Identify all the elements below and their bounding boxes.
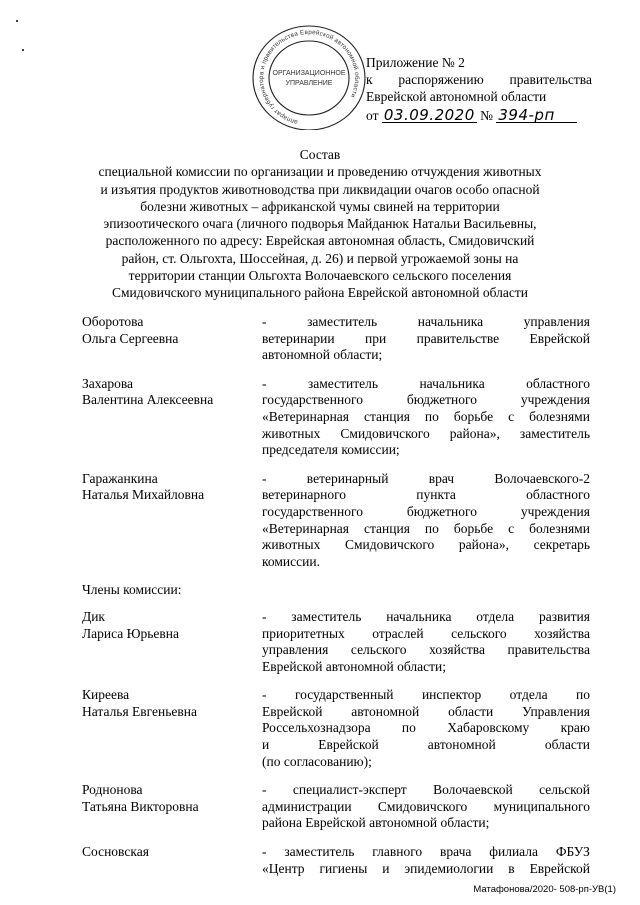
member-row bbox=[82, 314, 588, 364]
role-line: Россельхознадзора по Хабаровскому краю bbox=[262, 720, 590, 736]
member-name bbox=[82, 471, 258, 571]
appendix-line: к распоряжению правительства bbox=[366, 72, 592, 87]
role-line: «Ветеринарная станция по борьбе с болезнями bbox=[262, 520, 590, 536]
member-row bbox=[82, 782, 588, 832]
member-name bbox=[82, 376, 258, 459]
member-given: Татьяна Викторовна bbox=[82, 798, 199, 814]
role-line: - заместитель главного врача филиала ФБУЗ bbox=[262, 844, 590, 860]
role-line: председателя комиссии; bbox=[262, 442, 400, 458]
role-line: «Центр гигиены и эпидемиологии в Еврейской bbox=[262, 860, 590, 876]
member-surname: Гаражанкина bbox=[82, 470, 158, 486]
member-surname: Сосновская bbox=[82, 844, 149, 860]
members-list bbox=[82, 609, 588, 877]
member-name bbox=[82, 687, 258, 770]
member-row bbox=[82, 844, 588, 877]
appendix-header bbox=[366, 54, 592, 124]
member-name bbox=[82, 844, 258, 877]
member-role bbox=[262, 471, 590, 571]
role-line: комиссии. bbox=[262, 553, 320, 569]
role-line: - заместитель начальника областного bbox=[262, 375, 590, 391]
member-role bbox=[262, 782, 590, 832]
member-surname: Киреева bbox=[82, 687, 130, 703]
member-row bbox=[82, 376, 588, 459]
member-surname: Дик bbox=[82, 608, 105, 624]
member-row bbox=[82, 609, 588, 675]
scan-speck bbox=[22, 49, 24, 51]
role-line: администрации Смидовичского муниципального bbox=[262, 798, 590, 814]
member-surname: Роднонова bbox=[82, 782, 143, 798]
role-line: - специалист-эксперт Волочаевской сельской bbox=[262, 782, 590, 798]
role-line: - заместитель начальника управления bbox=[262, 314, 590, 329]
role-line: автономной области; bbox=[262, 347, 383, 363]
role-line: приоритетных отраслей сельского хозяйства bbox=[262, 625, 590, 641]
member-row bbox=[82, 471, 588, 571]
svg-text:ОРГАНИЗАЦИОННОЕ: ОРГАНИЗАЦИОННОЕ bbox=[272, 70, 346, 77]
member-given: Валентина Алексеевна bbox=[82, 392, 214, 408]
footer-reference: Матафонова/2020- 508-рп-УВ(1) bbox=[473, 884, 616, 895]
member-surname: Захарова bbox=[82, 375, 134, 391]
document-title: Состав специальной комиссии по организации и проведению отчуждения животных и изъятия продуктов животноводства при ликвидации очагов особо опасной болезни животных – африканской чумы свиней на территории эпизоотического очага (личного подворья Майданюк Натальи Васильевны, расположенного по адресу: Еврейская автономная область, Смидовичский район, ст. Ольгохта, Шоссейная, д. 26) и первой угрожаемой зоны на территории станции Ольгохта Волочаевского сельского поселения Смидовичского муниципального района Еврейской автономной области bbox=[70, 146, 570, 302]
member-role bbox=[262, 844, 590, 877]
appendix-title: Приложение № 2 bbox=[366, 55, 465, 70]
member-role bbox=[262, 609, 590, 675]
member-row bbox=[82, 687, 588, 770]
role-line: животных Смидовичского района», секретарь bbox=[262, 537, 590, 553]
appendix-date-line: от 03.09.2020 № 394-рп bbox=[366, 107, 592, 124]
member-role bbox=[262, 376, 590, 459]
role-line: управления сельского хозяйства правительства bbox=[262, 642, 590, 658]
member-role bbox=[262, 314, 590, 364]
role-line: ветеринарного пункта областного bbox=[262, 487, 590, 503]
members-label: Члены комиссии: bbox=[82, 582, 182, 598]
member-given: Наталья Михайловна bbox=[82, 487, 205, 503]
svg-text:аппарат губернатора и правител: аппарат губернатора и правительства Еврейской автономной области bbox=[258, 28, 361, 126]
official-seal bbox=[250, 22, 368, 130]
role-line: ветеринарии при правительстве Еврейской bbox=[262, 330, 590, 346]
role-line: государственного бюджетного учреждения bbox=[262, 503, 590, 519]
appendix-line: Еврейской автономной области bbox=[366, 89, 547, 104]
title-heading: Состав bbox=[299, 147, 341, 162]
role-line: «Ветеринарная станция по борьбе с болезнями bbox=[262, 408, 590, 424]
member-name bbox=[82, 314, 258, 364]
role-line: - государственный инспектор отдела по bbox=[262, 687, 590, 703]
member-role bbox=[262, 687, 590, 770]
member-name bbox=[82, 609, 258, 675]
handwritten-number: 394-рп bbox=[496, 108, 576, 123]
role-line: и Еврейской автономной области bbox=[262, 737, 590, 753]
role-line: Еврейской автономной области; bbox=[262, 658, 447, 674]
role-line: (по согласованию); bbox=[262, 753, 372, 769]
role-line: животных Смидовичского района», заместитель bbox=[262, 425, 590, 441]
svg-text:УПРАВЛЕНИЕ: УПРАВЛЕНИЕ bbox=[285, 80, 333, 87]
role-line: Еврейской автономной области Управления bbox=[262, 703, 590, 719]
member-given: Лариса Юрьевна bbox=[82, 625, 180, 641]
member-name bbox=[82, 782, 258, 832]
role-line: - ветеринарный врач Волочаевского-2 bbox=[262, 470, 590, 486]
scan-speck bbox=[16, 20, 18, 22]
member-surname: Оборотова bbox=[82, 314, 144, 329]
handwritten-date: 03.09.2020 bbox=[383, 106, 475, 124]
member-given: Ольга Сергеевна bbox=[82, 330, 179, 346]
leadership-list bbox=[82, 314, 588, 570]
role-line: района Еврейской автономной области; bbox=[262, 815, 490, 831]
member-given: Наталья Евгеньевна bbox=[82, 703, 197, 719]
role-line: - заместитель начальника отдела развития bbox=[262, 608, 590, 624]
commission-list bbox=[82, 314, 588, 889]
role-line: государственного бюджетного учреждения bbox=[262, 392, 590, 408]
